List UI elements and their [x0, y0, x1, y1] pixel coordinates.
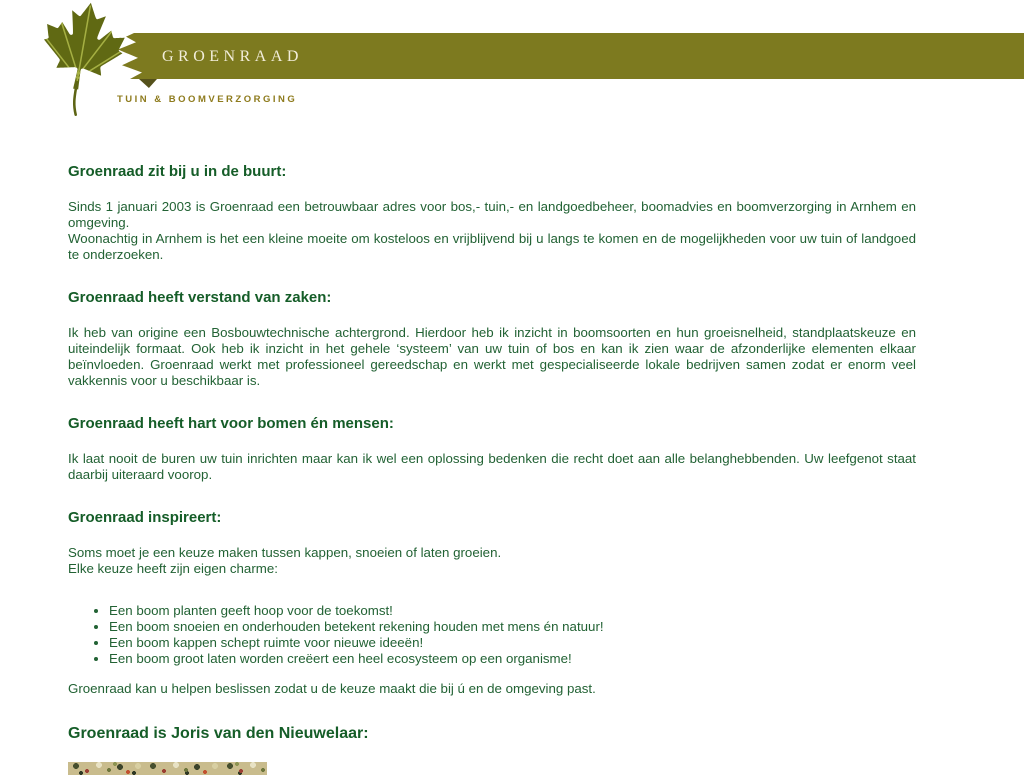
section-paragraph	[68, 545, 916, 577]
list-item: • Een boom planten geeft hoop voor de toekomst!	[109, 603, 916, 619]
paragraph-line: Ik laat nooit de buren uw tuin inrichten maar kan ik wel een oplossing bedenken die recht doet aan alle belanghebbenden. Uw leefgenot staat daarbij uiteraard voorop.	[68, 451, 916, 482]
section-inspireert	[68, 509, 916, 697]
section-verstand	[68, 289, 916, 389]
section-heading: Groenraad zit bij u in de buurt:	[68, 163, 287, 180]
closing-line: Groenraad kan u helpen beslissen zodat u de keuze maakt die bij ú en de omgeving past.	[68, 681, 596, 696]
section-heading: Groenraad heeft verstand van zaken:	[68, 289, 332, 306]
section-buurt	[68, 163, 916, 263]
list-item: • Een boom kappen schept ruimte voor nieuwe ideeën!	[109, 635, 916, 651]
paragraph-line: Woonachtig in Arnhem is het een kleine moeite om kosteloos en vrijblijvend bij u langs te komen en de mogelijkheden voor uw tuin of landgoed te onderzoeken.	[68, 231, 916, 262]
section-heading: Groenraad is Joris van den Nieuwelaar:	[68, 725, 369, 742]
brand-tagline: TUIN & BOOMVERZORGING	[117, 94, 298, 105]
section-paragraph	[68, 451, 916, 483]
list-item: • Een boom groot laten worden creëert een heel ecosysteem op een organisme!	[109, 651, 916, 667]
ribbon-fold	[139, 79, 157, 88]
brand-wordmark[interactable]: GROENRAAD	[162, 48, 303, 65]
section-heading: Groenraad inspireert:	[68, 509, 222, 526]
page-content	[0, 125, 1024, 775]
section-hart	[68, 415, 916, 483]
choices-list	[68, 603, 916, 667]
leaves-photo	[68, 762, 267, 775]
section-paragraph	[68, 325, 916, 389]
paragraph-line: Soms moet je een keuze maken tussen kappen, snoeien of laten groeien.	[68, 545, 502, 560]
section-paragraph	[68, 199, 916, 263]
section-heading: Groenraad heeft hart voor bomen én mensen:	[68, 415, 394, 432]
paragraph-line: Elke keuze heeft zijn eigen charme:	[68, 561, 278, 576]
site-header	[0, 0, 1024, 125]
paragraph-line: Sinds 1 januari 2003 is Groenraad een betrouwbaar adres voor bos,- tuin,- en landgoedbeheer, boomadvies en boomverzorging in Arnhem en omgeving.	[68, 199, 916, 230]
paragraph-line: Ik heb van origine een Bosbouwtechnische achtergrond. Hierdoor heb ik inzicht in boomsoorten en hun groeisnelheid, standplaatskeuze en uiteindelijk formaat. Ook heb ik inzicht in het gehele ‘systeem’ van uw tuin of bos en kan ik zien waar de afzonderlijke elementen elkaar beïnvloeden. Groenraad werkt met professioneel gereedschap en werkt met gespecialiseerde lokale bedrijven samen zodat er enorm veel vakkennis voor u beschikbaar is.	[68, 325, 916, 388]
list-item: • Een boom snoeien en onderhouden betekent rekening houden met mens én natuur!	[109, 619, 916, 635]
